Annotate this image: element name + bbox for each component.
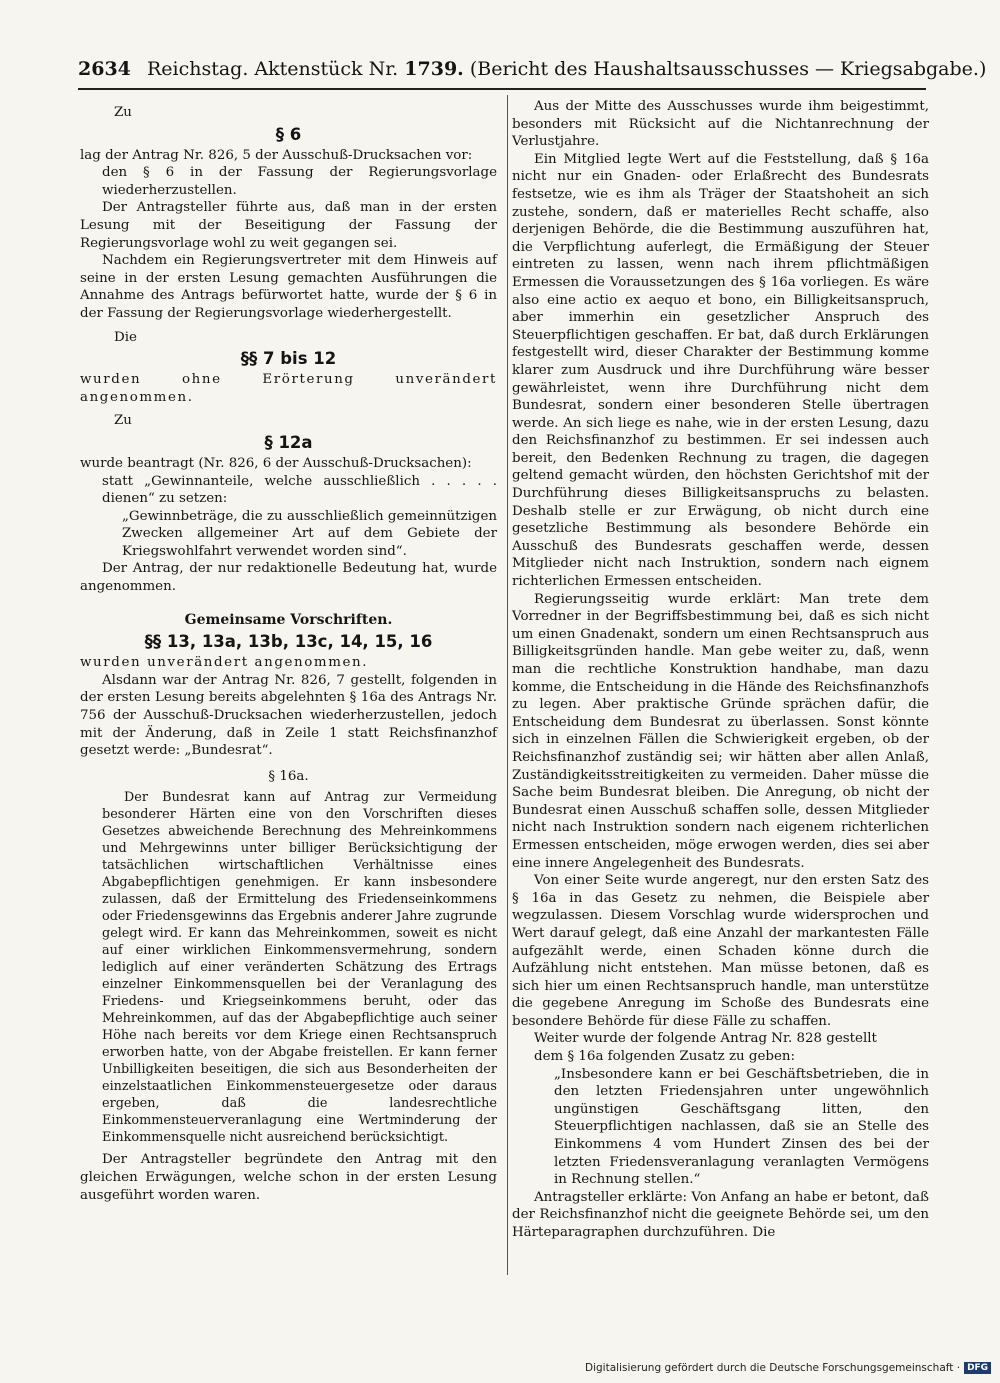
- paragraph: Weiter wurde der folgende Antrag Nr. 828 gestellt: [534, 1031, 877, 1047]
- header-title: Reichstag. Aktenstück Nr.: [146, 58, 399, 80]
- header-rule: [78, 88, 926, 90]
- section-heading-6: § 6: [275, 124, 302, 144]
- page-number: 2634: [78, 58, 131, 80]
- header-document-number: 1739.: [404, 58, 464, 80]
- paragraph: Ein Mitglied legte Wert auf die Feststellung, daß § 16a nicht nur ein Gnaden- oder Erlaßrecht des Bundesrats festsetze, wie es ihm als Träger der Staatshoheit an sich zustehe, sondern, daß er materielles Recht schaffe, also derjenigen Behörde, die die Bestimmung auszuführen hat, die Verpflichtung auferlegt, die Ermäßigung der Steuer eintreten zu lassen, wenn nach ihrem pflichtmäßigen Ermessen die Voraussetzungen des § 16a vorliegen. Es wäre also eine actio ex aequo et bono, ein Billigkeitsanspruch, aber immerhin ein gesetzlicher Anspruch des Steuerpflichtigen geschaffen. Er bat, daß durch Erklärungen festgestellt wird, dieser Charakter der Bestimmung komme klarer zum Ausdruck und ihre Durchführung wäre besser gewährleistet, wenn ihre Durchführung nicht dem Bundesrat, sondern einer besonderen Stelle übertragen werde. An sich liege es nahe, wie in der ersten Lesung, dazu den Reichsfinanzhof zu bestimmen. Er sei indessen auch bereit, den Bedenken Rechnung zu tragen, die dagegen geltend gemacht würden, den höchsten Gerichtshof mit der Durchführung dieses Billigkeitsanspruchs zu belasten. Deshalb stelle er zur Erwägung, ob nicht durch eine gesetzliche Bestimmung als besondere Behörde ein Ausschuß des Bundesrats geschaffen werde, dessen Mitglieder nicht nach Instruktion, sondern nach eignem richterlichen Ermessen entscheiden.: [512, 151, 929, 590]
- quoted-motion: dem § 16a folgenden Zusatz zu geben:: [534, 1049, 796, 1065]
- footer-text: Digitalisierung gefördert durch die Deutsche Forschungsgemeinschaft ·: [585, 1362, 961, 1374]
- paragraph: Nachdem ein Regierungsvertreter mit dem Hinweis auf seine in der ersten Lesung gemachten Ausführungen die Annahme des Antrags befürwortet hatte, wurde der § 6 in der Fassung der Regierungsvorlage wiederhergestellt.: [80, 253, 497, 321]
- statute-text: Der Bundesrat kann auf Antrag zur Vermeidung besonderer Härten eine von den Vorschriften dieses Gesetzes abweichende Berechnung des Mehreinkommens und Mehrgewinns unter billiger Berücksichtigung der tatsächlichen wirtschaftlichen Verhältnisse eines Abgabepflichtigen genehmigen. Er kann insbesondere zulassen, daß der Ermittelung des Friedenseinkommens oder Friedensgewinns das Ergebnis anderer Jahre zugrunde gelegt wird. Er kann das Mehreinkommen, soweit es nicht auf einer wirklichen Einkommensvermehrung, sondern lediglich auf einer veränderten Schätzung des Ertrags einzelner Einkommensquellen bei der Veranlagung des Friedens- und Kriegseinkommens beruht, oder das Mehreinkommen, auf das der Abgabepflichtige auch seiner Höhe nach bereits vor dem Kriege einen Rechtsanspruch erworben hatte, von der Abgabe freistellen. Er kann ferner Unbilligkeiten beseitigen, die sich aus Besonderheiten der einzelstaatlichen Einkommensteuergesetze oder daraus ergeben, daß die landesrechtliche Einkommensteuerveranlagung eine Wertminderung der Einkommensquelle nicht ausreichend berücksichtigt.: [102, 790, 497, 1146]
- paragraph: Der Antrag, der nur redaktionelle Bedeutung hat, wurde angenommen.: [80, 561, 497, 595]
- section-heading-12a: § 12a: [264, 432, 313, 452]
- paragraph: wurde beantragt (Nr. 826, 6 der Ausschuß-Drucksachen):: [80, 455, 472, 471]
- paragraph: Der Antragsteller begründete den Antrag mit den gleichen Erwägungen, welche schon in der ersten Lesung ausgeführt worden waren.: [80, 1152, 497, 1203]
- paragraph: Antragsteller erklärte: Von Anfang an habe er betont, daß der Reichsfinanzhof nicht die geeignete Behörde sei, um den Härteparagraphen durchzuführen. Die: [512, 1189, 929, 1240]
- section-heading-13-16: §§ 13, 13a, 13b, 13c, 14, 15, 16: [144, 632, 433, 652]
- section-heading-7-12: §§ 7 bis 12: [240, 349, 337, 369]
- running-header: [78, 58, 987, 88]
- paragraph: Aus der Mitte des Ausschusses wurde ihm beigestimmt, besonders mit Rücksicht auf die Nichtanrechnung der Verlustjahre.: [512, 99, 929, 150]
- digitization-footer: [585, 1362, 989, 1378]
- die-label: Die: [114, 329, 137, 345]
- quoted-motion: „Insbesondere kann er bei Geschäftsbetrieben, die in den letzten Friedensjahren unter ungewöhnlich ungünstigen Geschäftsgang litten, den Steuerpflichtigen nachlassen, daß sie an Stelle des Einkommens 4 vom Hundert Zinsen des bei der letzten Friedensveranlagung veranlagten Vermögens in Rechnung stellen.“: [554, 1066, 929, 1188]
- quoted-motion: „Gewinnbeträge, die zu ausschließlich gemeinnützigen Zwecken allgemeiner Art auf dem Gebiete der Kriegswohlfahrt verwendet worden sind“.: [122, 508, 497, 559]
- paragraph: wurden ohne Erörterung unverändert angenommen.: [80, 372, 497, 405]
- paragraph: Alsdann war der Antrag Nr. 826, 7 gestellt, folgenden in der ersten Lesung bereits abgelehnten § 16a des Antrags Nr. 756 der Ausschuß-Drucksachen wiederherzustellen, jedoch mit der Änderung, daß in Zeile 1 statt Reichsfinanzhof gesetzt werde: „Bundesrat“.: [80, 672, 497, 759]
- right-column: [512, 98, 929, 1278]
- zu-label: Zu: [114, 413, 132, 429]
- paragraph: lag der Antrag Nr. 826, 5 der Ausschuß-Drucksachen vor:: [80, 147, 473, 163]
- section-label-16a: § 16a.: [268, 768, 309, 784]
- left-column: [80, 98, 497, 1278]
- subheading-common-provisions: Gemeinsame Vorschriften.: [184, 611, 393, 628]
- paragraph: Der Antragsteller führte aus, daß man in der ersten Lesung mit der Beseitigung der Fassung der Regierungsvorlage wohl zu weit gegangen sei.: [80, 200, 497, 251]
- paragraph: Regierungsseitig wurde erklärt: Man trete dem Vorredner in der Begriffsbestimmung bei, daß es sich nicht um einen Gnadenakt, sondern um einen Rechtsanspruch aus Billigkeitsgründen handle. Man gebe weiter zu, daß, wenn man die rechtliche Konstruktion handhabe, man dazu komme, die Entscheidung in die Hände des Reichsfinanzhofs zu legen. Aber praktische Gründe sprächen dafür, die Entscheidung dem Bundesrat zu überlassen. Sonst könnte sich in einzelnen Fällen die Schwierigkeit ergeben, ob der Reichsfinanzhof zuständig sei; wir hätten aber allen Anlaß, Zuständigkeitsstreitigkeiten zu vermeiden. Daher müsse die Sache beim Bundesrat bleiben. Die Anregung, ob nicht der Bundesrat einen Ausschuß schaffen solle, dessen Mitglieder nicht nach Instruktion sondern nach eigenem richterlichen Ermessen entscheiden, möge erwogen werden, dies sei aber eine innere Angelegenheit des Bundesrats.: [512, 591, 929, 871]
- dfg-logo: DFG: [964, 1362, 991, 1374]
- column-separator: [507, 95, 508, 1275]
- paragraph: wurden unverändert angenommen.: [80, 655, 369, 671]
- quoted-motion: den § 6 in der Fassung der Regierungsvorlage wiederherzustellen.: [102, 165, 497, 198]
- quoted-motion: statt „Gewinnanteile, welche ausschließlich . . . . . dienen“ zu setzen:: [102, 473, 497, 507]
- paragraph: Von einer Seite wurde angeregt, nur den ersten Satz des § 16a in das Gesetz zu nehmen, die Beispiele aber wegzulassen. Diesem Vorschlag wurde widersprochen und Wert darauf gelegt, daß eine Anzahl der markantesten Fälle aufgezählt werde, einen Schaden könne durch die Aufzählung nicht entstehen. Man müsse betonen, daß es sich hier um einen Rechtsanspruch handle, man unterstütze die gegebene Anregung im Schoße des Bundesrats eine besondere Behörde für diese Fälle zu schaffen.: [512, 873, 929, 1029]
- header-subtitle: (Bericht des Haushaltsausschusses — Kriegsabgabe.): [469, 58, 987, 80]
- zu-label: Zu: [114, 105, 132, 120]
